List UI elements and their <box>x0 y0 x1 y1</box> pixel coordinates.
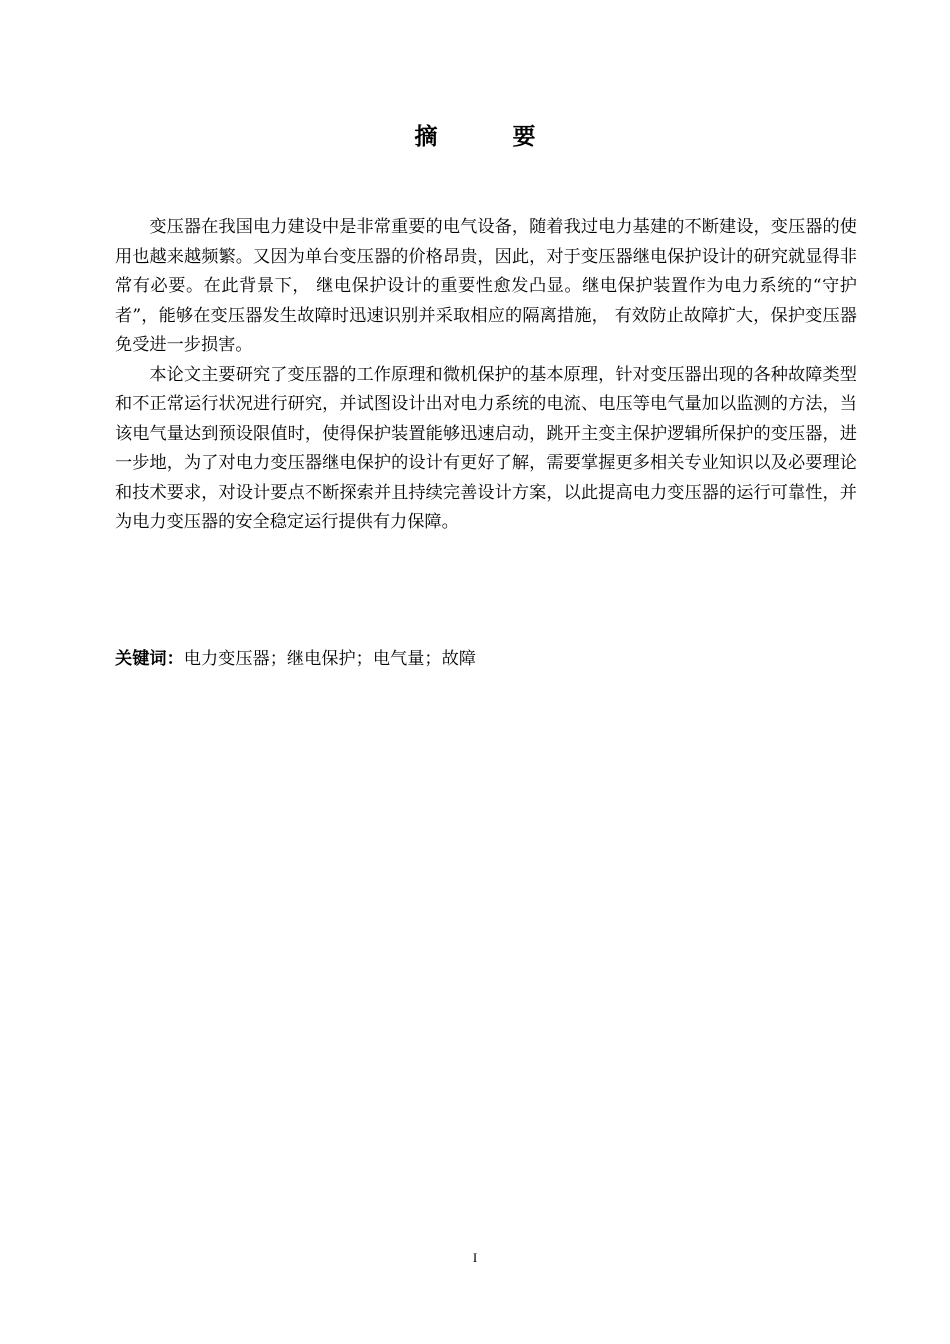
abstract-body <box>115 213 857 538</box>
keywords-text: 电力变压器；继电保护；电气量；故障 <box>183 649 476 669</box>
abstract-title: 摘 要 <box>414 124 562 150</box>
keywords-label: 关键词： <box>115 649 184 669</box>
abstract-paragraph-2: 本论文主要研究了变压器的工作原理和微机保护的基本原理，针对变压器出现的各种故障类型和不正常运行状况进行研究，并试图设计出对电力系统的电流、电压等电气量加以监测的方法，当该电气量达到预设限值时，使得保护装置能够迅速启动，跳开主变主保护逻辑所保护的变压器，进一步地，为了对电力变压器继电保护的设计有更好了解，需要掌握更多相关专业知识以及必要理论和技术要求，对设计要点不断探索并且持续完善设计方案，以此提高电力变压器的运行可靠性，并为电力变压器的安全稳定运行提供有力保障。 <box>115 364 857 532</box>
abstract-paragraph-1: 变压器在我国电力建设中是非常重要的电气设备，随着我过电力基建的不断建设，变压器的使用也越来越频繁。又因为单台变压器的价格昂贵，因此，对于变压器继电保护设计的研究就显得非常有必要。在此背景下， 继电保护设计的重要性愈发凸显。继电保护装置作为电力系统的“守护者”，能够在变压器发生故障时迅速识别并采取相应的隔离措施， 有效防止故障扩大，保护变压器免受进一步损害。 <box>115 217 857 355</box>
page-number: I <box>472 1250 478 1265</box>
keywords-line <box>115 644 857 674</box>
